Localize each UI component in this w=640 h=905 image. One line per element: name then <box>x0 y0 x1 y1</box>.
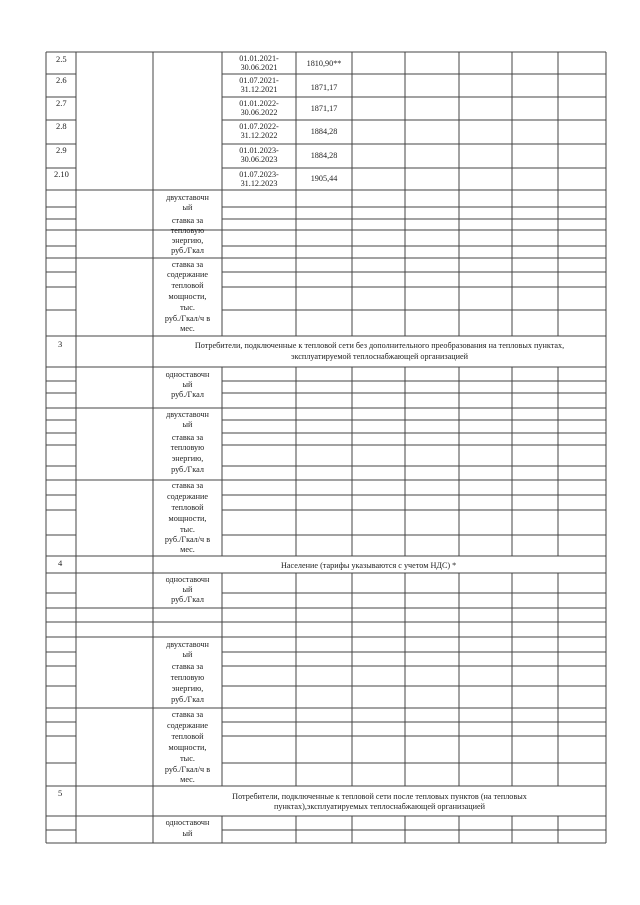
capacity-rate-label-line: тепловой <box>171 732 204 741</box>
period-end: 31.12.2022 <box>240 131 278 140</box>
energy-rate-label-line: руб./Гкал <box>171 246 204 255</box>
one-rate-label-line: руб./Гкал <box>171 595 204 604</box>
energy-rate-label-line: энергию, <box>171 236 204 245</box>
capacity-rate-label-line: тыс. <box>180 754 195 763</box>
two-rate-label: двухставочн <box>166 640 209 649</box>
capacity-rate-label: ставка за <box>171 481 204 490</box>
section-5-lines <box>46 816 606 830</box>
period-end: 30.06.2021 <box>240 63 278 72</box>
energy-rate-label: ставка за <box>171 216 204 225</box>
section-4-lines <box>46 573 606 786</box>
section-number: 3 <box>58 339 63 349</box>
capacity-rate-label-line: руб./Гкал/ч в <box>164 535 211 544</box>
one-rate-label-line: руб./Гкал <box>171 390 204 399</box>
period-start: 01.07.2021- <box>239 76 279 85</box>
section-title: Потребители, подключенные к тепловой сети после тепловых пунктов (на тепловых <box>232 792 527 801</box>
section-title: Потребители, подключенные к тепловой сети без дополнительного преобразования на тепловых пунктах, <box>194 341 565 350</box>
block-a-lines <box>46 207 606 336</box>
capacity-rate-label-line: мес. <box>180 545 195 554</box>
one-rate-label: одноставочн <box>165 818 210 827</box>
capacity-rate-label-line: мощности, <box>168 514 207 523</box>
row-number: 2.6 <box>56 75 67 85</box>
energy-rate-label: ставка за <box>171 662 204 671</box>
capacity-rate-label-line: содержание <box>166 721 209 730</box>
energy-rate-label-line: тепловую <box>170 226 205 235</box>
energy-rate-label: ставка за <box>171 433 204 442</box>
capacity-rate-label-line: тепловой <box>171 503 204 512</box>
period-end: 31.12.2023 <box>240 179 278 188</box>
capacity-rate-label-line: мощности, <box>168 743 207 752</box>
tariff-value: 1871,17 <box>310 83 338 92</box>
period-start: 01.01.2022- <box>239 99 279 108</box>
period-start: 01.07.2023- <box>239 170 279 179</box>
section-number: 5 <box>58 788 63 798</box>
one-rate-label: одноставочн <box>165 370 210 379</box>
period-start: 01.07.2022- <box>239 122 279 131</box>
capacity-rate-label-line: содержание <box>166 492 209 501</box>
energy-rate-label-line: тепловую <box>170 443 205 452</box>
tariff-value: 1884,28 <box>310 151 338 160</box>
row-number: 2.9 <box>56 145 67 155</box>
two-rate-label-line: ый <box>182 203 193 212</box>
capacity-rate-label-line: руб./Гкал/ч в <box>164 314 211 323</box>
tariff-value: 1810,90** <box>306 59 342 68</box>
row-number: 2.7 <box>56 98 67 108</box>
row-number: 2.10 <box>54 169 69 179</box>
energy-rate-label-line: энергию, <box>171 684 204 693</box>
period-end: 30.06.2022 <box>240 108 278 117</box>
capacity-rate-label-line: содержание <box>166 270 209 279</box>
capacity-rate-label-line: мощности, <box>168 292 207 301</box>
capacity-rate-label-line: тыс. <box>180 525 195 534</box>
one-rate-label: одноставочн <box>165 575 210 584</box>
tariff-value: 1871,17 <box>310 104 338 113</box>
period-start: 01.01.2021- <box>239 54 279 63</box>
one-rate-label-line: ый <box>182 829 193 838</box>
row-number: 2.5 <box>56 54 67 64</box>
energy-rate-label-line: руб./Гкал <box>171 695 204 704</box>
two-rate-label: двухставочн <box>166 193 209 202</box>
energy-rate-label-line: тепловую <box>170 673 205 682</box>
capacity-rate-label-line: руб./Гкал/ч в <box>164 765 211 774</box>
one-rate-label-line: ый <box>182 585 193 594</box>
tariff-value: 1905,44 <box>310 174 338 183</box>
row-number: 2.8 <box>56 121 67 131</box>
tariff-value: 1884,28 <box>310 127 338 136</box>
capacity-rate-label-line: тыс. <box>180 303 195 312</box>
period-end: 31.12.2021 <box>240 85 278 94</box>
section-title: Население (тарифы указываются с учетом НДС) * <box>281 561 457 570</box>
period-end: 30.06.2023 <box>240 155 278 164</box>
section-title-line: эксплуатируемой теплоснабжающей организацией <box>290 352 469 361</box>
section-3-lines <box>46 367 606 556</box>
capacity-rate-label-line: мес. <box>180 775 195 784</box>
capacity-rate-label-line: тепловой <box>171 281 204 290</box>
section-number: 4 <box>58 558 63 568</box>
two-rate-label-line: ый <box>182 650 193 659</box>
two-rate-label: двухставочн <box>166 410 209 419</box>
energy-rate-label-line: руб./Гкал <box>171 465 204 474</box>
two-rate-label-line: ый <box>182 420 193 429</box>
section-title-line: пунктах),эксплуатируемых теплоснабжающей организацией <box>273 802 486 811</box>
one-rate-label-line: ый <box>182 380 193 389</box>
period-start: 01.01.2023- <box>239 146 279 155</box>
capacity-rate-label-line: мес. <box>180 324 195 333</box>
capacity-rate-label: ставка за <box>171 710 204 719</box>
capacity-rate-label: ставка за <box>171 260 204 269</box>
energy-rate-label-line: энергию, <box>171 454 204 463</box>
